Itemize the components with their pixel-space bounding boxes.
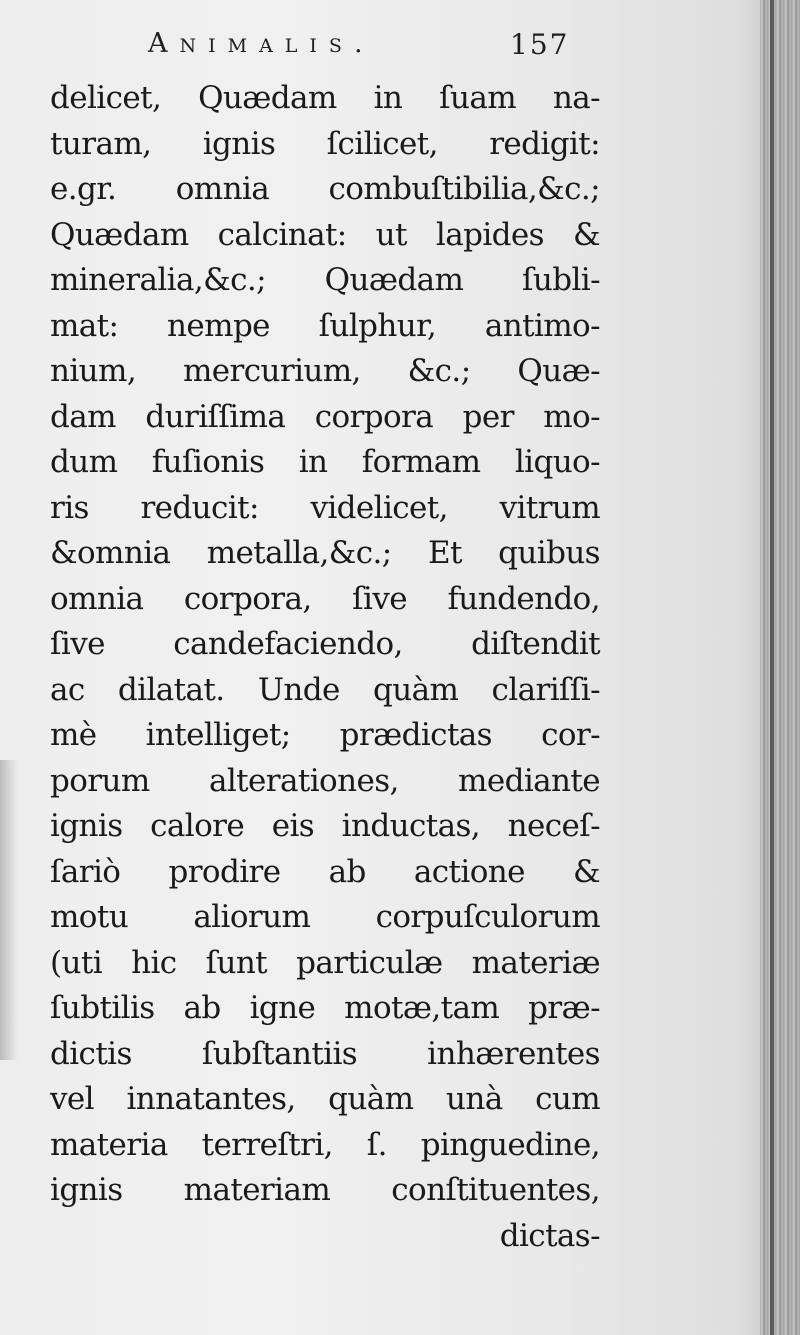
text-line: e.gr. omnia combuſtibilia,&c.;	[50, 171, 600, 207]
text-line: vel innatantes, quàm unà cum	[50, 1081, 600, 1117]
text-line: (uti hic ſunt particulæ materiæ	[50, 944, 600, 981]
page-header	[0, 28, 800, 68]
page-stack-edge	[760, 0, 800, 1335]
text-line: turam, ignis ſcilicet, redigit:	[50, 125, 600, 162]
text-line: porum alterationes, mediante	[50, 762, 600, 799]
facing-page-bleed-through	[600, 320, 750, 880]
text-line: ignis calore eis inductas, neceſ-	[50, 808, 600, 844]
text-line: ris reducit: videlicet, vitrum	[50, 489, 600, 526]
catchword: dictas-	[499, 1217, 600, 1254]
body-text	[50, 76, 600, 1259]
text-line: Quædam calcinat: ut lapides &	[50, 216, 600, 253]
running-head: Animalis.	[148, 28, 375, 59]
text-line: mineralia,&c.; Quædam ſubli-	[50, 262, 600, 298]
text-line: ſubtilis ab igne motæ,tam præ-	[50, 990, 600, 1026]
text-line: &omnia metalla,&c.; Et quibus	[50, 535, 600, 571]
text-line: ignis materiam conſtituentes,	[50, 1172, 600, 1208]
page-number: 157	[510, 28, 570, 61]
text-line: dictis ſubſtantiis inhærentes	[50, 1035, 600, 1072]
page-gutter-shadow	[770, 0, 774, 1335]
text-line: dam duriſſima corpora per mo-	[50, 398, 600, 435]
text-line: ſariò prodire ab actione &	[50, 853, 600, 890]
text-line: ac dilatat. Unde quàm clariſſi-	[50, 671, 600, 708]
text-line: ſive candefaciendo, diſtendit	[50, 626, 600, 662]
page-stain	[0, 760, 18, 1060]
text-line: omnia corpora, ſive fundendo,	[50, 580, 600, 617]
text-line: nium, mercurium, &c.; Quæ-	[50, 353, 600, 389]
text-line: motu aliorum corpuſculorum	[50, 899, 600, 935]
text-line: materia terreſtri, ſ. pinguedine,	[50, 1126, 600, 1163]
text-line: delicet, Quædam in ſuam na-	[50, 80, 600, 116]
text-line: dum fuſionis in formam liquo-	[50, 444, 600, 480]
text-line: mè intelliget; prædictas cor-	[50, 717, 600, 753]
text-line: mat: nempe ſulphur, antimo-	[50, 307, 600, 344]
